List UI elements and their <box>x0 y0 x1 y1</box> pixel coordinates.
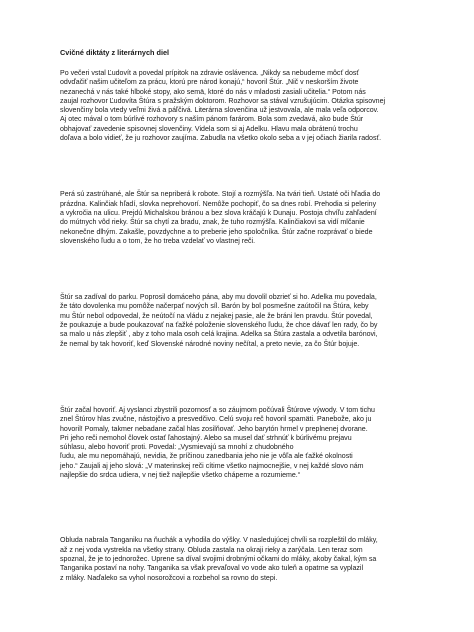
text-line: Štúr začal hovoriť. Aj vyslanci zbystrili pozornosť a so záujmom počúvali Štúrove výwody. V tom tichu <box>60 406 375 414</box>
text-line: až z nej voda vystrekla na všetky strany. Obluda zastala na okraji rieky a zarýčala. Len teraz som <box>60 546 363 554</box>
text-line: najlepšie do srdca udiera, v nej tiež najlepšie všetko chápeme a rozumieme.“ <box>60 472 301 480</box>
text-line: mu Štúr nebol odpovedal, že neútočí na vládu z nejakej pasie, ale že bráni len pravdu. Štúr povedal, <box>60 312 373 320</box>
text-line: nekonečne dlhým. Zakašle, povzdychne a to preberie jeho spoločníka. Štúr začne rozprávať o biede <box>60 228 373 236</box>
text-line: že nemal by tak hovoriť, keď Slovenské národné noviny nečítal, a preto nevie, za čo Štúr bojuje. <box>60 340 360 348</box>
text-line: Štúr sa zadíval do parku. Poprosil domáceho pána, aby mu dovolil obzrieť si ho. Adelka mu povedala, <box>60 294 377 302</box>
text-line: hovoril! Pomaly, takmer nebadane začal hlas zosilňovať. Jeho barytón hrmel v preplnenej dvorane. <box>60 425 368 433</box>
paragraph-3 <box>60 293 420 349</box>
text-line: slovenského ľudu a o tom, že ho treba vzdelať vo vlastnej reči. <box>60 237 256 245</box>
text-line: spoznal, že je to jednorožec. Uprene sa díval svojimi drobnými očkami do mláky, akoby čakal, kým sa <box>60 555 377 563</box>
text-line: že táto dovolenka mu pomôže načerpať nových síl. Barón by bol posmešne zaútočil na Štúra, keby <box>60 303 369 311</box>
text-line: a vykročia na ulicu. Prejdú Michalskou bránou a bez slova kráčajú k Dunaju. Postoja chvíľu zahľadení <box>60 209 377 217</box>
text-line: Pri jeho reči nemohol človek ostať ľahostajný. Alebo sa musel dať strhnúť k búrlivému prejavu <box>60 434 352 442</box>
text-line: Perá sú zastrúhané, ale Štúr sa nepriberá k robote. Stojí a rozmýšľa. Na tvári tieň. Ustaté oči hľadia do <box>60 191 381 199</box>
text-line: z mláky. Naďaleko sa vyhol nosorožcovi a rozbehol sa rovno do stepi. <box>60 574 278 582</box>
paragraph-spacer <box>60 143 420 190</box>
text-line: odvďačiť našim učiteľom za prácu, ktorú pre národ konajú,“ hovoril Štúr. „Nič v neskorším živote <box>60 79 359 87</box>
text-line: súhlasu, alebo hovoriť proti. Povedal: „Vysmievajú sa mnohí z chudobného <box>60 444 294 452</box>
text-line: znel Štúrov hlas zvučne, nástojčivo a presvedčivo. Celú svoju reč hovoril spamäti. Panebože, ako ju <box>60 416 372 424</box>
paragraph-spacer <box>60 349 420 406</box>
text-line: ľudu, ale mu nepomáhajú, nevidia, že príčinou zanedbania jeho nie je vôľa ale ťažké okolnosti <box>60 453 353 461</box>
text-line: jeho.“ Zaujali aj jeho slová: „V materinskej reči cítime všetko najmocnejšie, v nej každé slovo nám <box>60 462 364 470</box>
text-line: doľava a bolo vidieť, že ju rozhovor zaujíma. Zabudla na všetko okolo seba a v jej očiach žiarila radosť. <box>60 135 382 143</box>
paragraph-spacer <box>60 480 420 536</box>
text-line: Po večeri vstal Ľudovít a povedal prípitok na zdravie oslávenca. „Nikdy sa nebudeme môcť dosť <box>60 70 360 77</box>
text-line: Aj otec mával o tom búrlivé rozhovory s naším pánom farárom. Bola som zvedavá, ako bude Štúr <box>60 116 364 124</box>
paragraph-spacer <box>60 246 420 293</box>
text-line: zaujal rozhovor Ľudovíta Štúra s pražským doktorom. Rozhovor sa stával vzrušujúcim. Otázka spisovnej <box>60 97 386 105</box>
text-line: nezanechá v nás také hlboké stopy, ako semä, ktoré do nás v mladosti zasiali učitelia.“ Potom nás <box>60 88 366 96</box>
document-page <box>60 48 420 583</box>
text-line: slovenčiny bola vtedy veľmi živá a páľčivá. Literárna slovenčina už jestvovala, ale mala veľa odporcov. <box>60 107 379 115</box>
text-line: do mútnych vôd rieky. Štúr sa chytí za bradu, znak, že tuho rozmýšľa. Kalinčiakovi sa vidí mlčanie <box>60 219 365 227</box>
text-line: sa malo u nás zlepšiť , aby z toho mala osoh celá krajina. Adelka sa Štúra zastala a odvetila barónovi, <box>60 331 378 339</box>
paragraph-4 <box>60 406 420 480</box>
text-line: prázdna. Kalinčiak hľadí, slovka neprehovorí. Nemôže pochopiť, čo sa dnes robí. Prehodia si peleriny <box>60 200 377 208</box>
paragraph-5 <box>60 536 420 582</box>
text-line: Tanganika postaví na nohy. Tanganika sa však prevaľoval vo vode ako tuleň a opatrne sa vyplazil <box>60 565 364 573</box>
paragraph-2 <box>60 190 420 246</box>
text-line: obhajovať zavedenie spisovnej slovenčiny. Videla som si aj Adelku. Hlavu mala obrátenú trochu <box>60 125 358 133</box>
text-line: Obluda nabrala Tanganiku na ňuchák a vyhodila do výšky. V nasledujúcej chvíli sa rozpleštil do mláky, <box>60 537 378 545</box>
document-title: Cvičné diktáty z literárnych diel <box>60 48 170 57</box>
paragraph-1 <box>60 69 420 143</box>
text-line: že poukazuje a bude poukazovať na ťažké položenie slovenského ľudu, že chce dávať len rady, čo by <box>60 322 378 330</box>
